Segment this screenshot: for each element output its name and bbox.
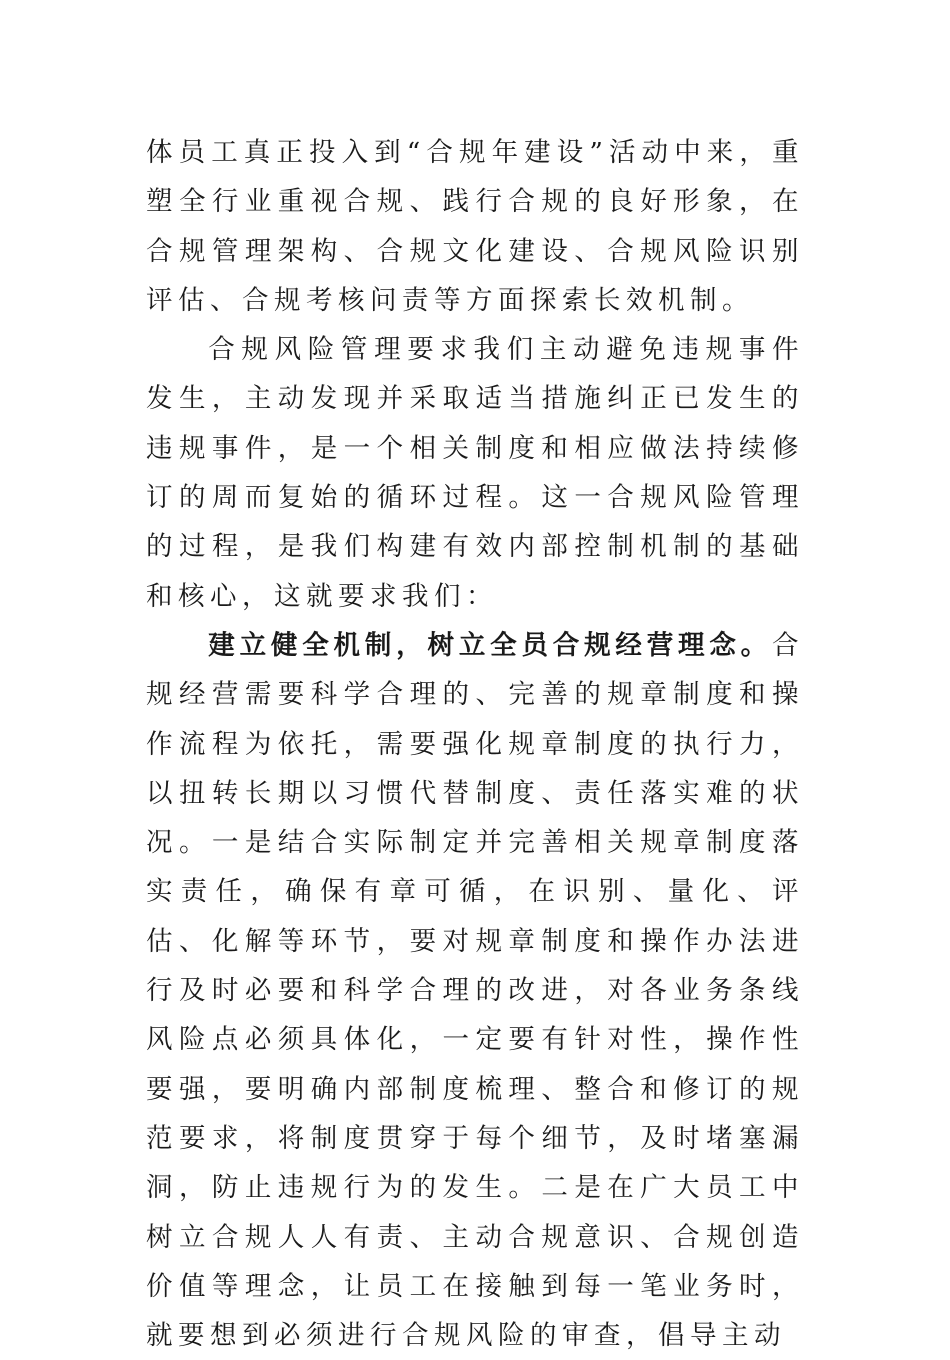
document-body xyxy=(146,128,804,1360)
paragraph-3-heading: 建立健全机制，树立全员合规经营理念。 xyxy=(208,629,772,661)
paragraph-2: 合规风险管理要求我们主动避免违规事件发生，主动发现并采取适当措施纠正已发生的违规事件，是一个相关制度和相应做法持续修订的周而复始的循环过程。这一合规风险管理的过程，是我们构建有效内部控制机制的基础和核心，这就要求我们： xyxy=(146,334,804,612)
paragraph-1: 体员工真正投入到“合规年建设”活动中来，重塑全行业重视合规、践行合规的良好形象，在合规管理架构、合规文化建设、合规风险识别评估、合规考核问责等方面探索长效机制。 xyxy=(146,137,804,316)
paragraph-3 xyxy=(146,621,804,1360)
paragraph-3-text: 合规经营需要科学合理的、完善的规章制度和操作流程为依托，需要强化规章制度的执行力，以扭转长期以习惯代替制度、责任落实难的状况。一是结合实际制定并完善相关规章制度落实责任，确保有章可循，在识别、量化、评估、化解等环节，要对规章制度和操作办法进行及时必要和科学合理的改进，对各业务条线风险点必须具体化，一定要有针对性，操作性要强，要明确内部制度梳理、整合和修订的规范要求，将制度贯穿于每个细节，及时堵塞漏洞，防止违规行为的发生。二是在广大员工中树立合规人人有责、主动合规意识、合规创造价值等理念，让员工在接触到每一笔业务时，就要想到必须进行合规风险的审查，倡导主动 xyxy=(146,629,804,1352)
